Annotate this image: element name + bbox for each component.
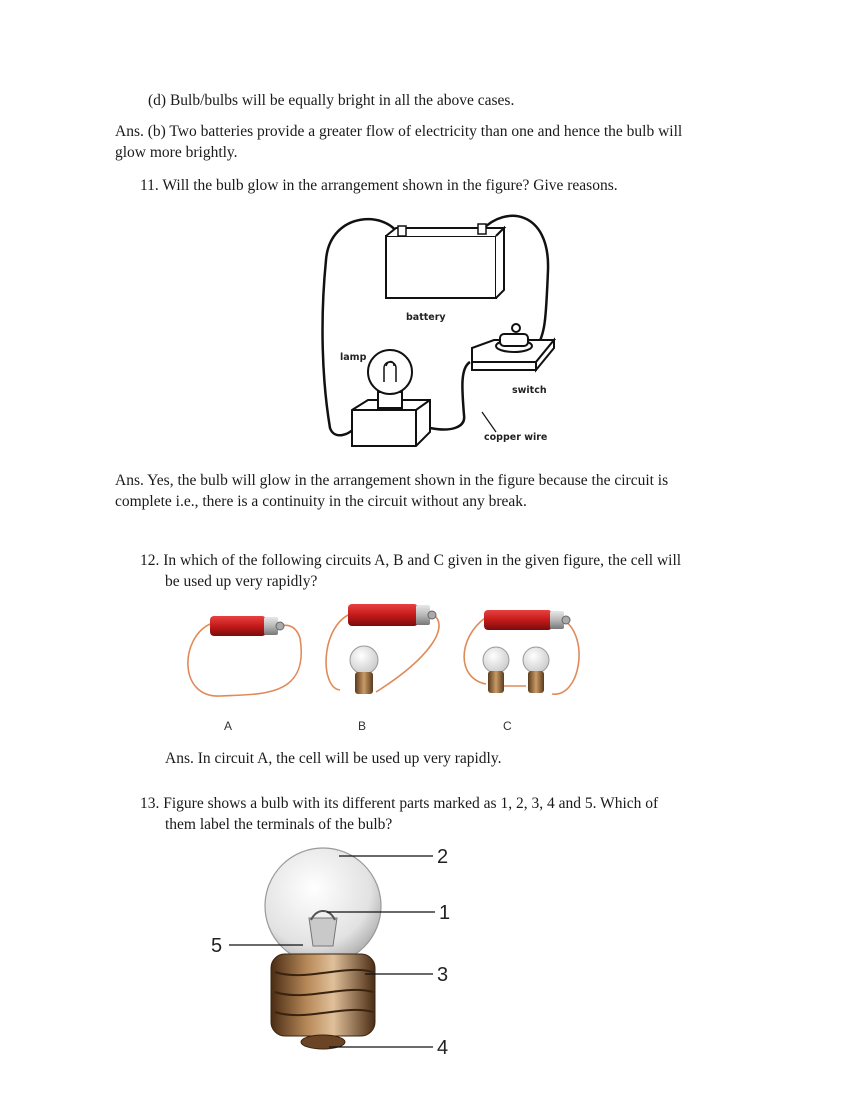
- switch-drawing: [472, 324, 554, 370]
- circuit-a: [188, 616, 301, 696]
- copper-wire-label: copper wire: [484, 432, 548, 443]
- part-label-4: 4: [437, 1037, 449, 1059]
- bulb-drawing: [265, 848, 381, 1049]
- switch-label: switch: [512, 385, 547, 396]
- wire-pointer: [482, 412, 496, 432]
- part-label-5: 5: [211, 935, 223, 957]
- battery-drawing: [386, 224, 504, 298]
- circuit-label-c: C: [503, 719, 512, 733]
- bulb-c-1: [483, 647, 509, 673]
- q10-answer-line-1: Ans. (b) Two batteries provide a greater flow of electricity than one and hence the bulb will: [115, 123, 683, 140]
- lamp-label: lamp: [340, 352, 367, 363]
- q11-answer-line-2: complete i.e., there is a continuity in the circuit without any break.: [115, 493, 527, 510]
- q10-option-d: (d) Bulb/bulbs will be equally bright in all the above cases.: [148, 92, 515, 109]
- bulb-c-2: [523, 647, 549, 673]
- battery-label: battery: [406, 312, 446, 323]
- q11-question: 11. Will the bulb glow in the arrangement shown in the figure? Give reasons.: [140, 177, 618, 194]
- bulb-parts-figure: [205, 838, 470, 1060]
- filament-support: [309, 918, 337, 946]
- glass-bulb: [265, 848, 381, 964]
- part-label-1: 1: [439, 902, 451, 924]
- q12-question-line-1: 12. In which of the following circuits A, B and C given in the given figure, the cell will: [140, 552, 682, 569]
- q11-answer-line-1: Ans. Yes, the bulb will glow in the arrangement shown in the figure because the circuit is: [115, 472, 669, 489]
- q10-answer-line-2: glow more brightly.: [115, 144, 238, 161]
- q12-question-line-2: be used up very rapidly?: [165, 573, 318, 590]
- q12-answer: Ans. In circuit A, the cell will be used up very rapidly.: [165, 750, 502, 767]
- cell-a: [210, 616, 266, 636]
- circuit-b: [326, 604, 439, 694]
- lamp-drawing: [352, 350, 430, 446]
- circuit-c: [464, 610, 579, 694]
- part-label-3: 3: [437, 964, 449, 986]
- cell-b: [348, 604, 418, 626]
- bulb-b: [350, 646, 378, 674]
- circuit-figure: [300, 200, 570, 455]
- circuits-figure: [180, 598, 600, 740]
- q13-question-line-2: them label the terminals of the bulb?: [165, 816, 393, 833]
- cell-c: [484, 610, 552, 630]
- q13-question-line-1: 13. Figure shows a bulb with its different parts marked as 1, 2, 3, 4 and 5. Which of: [140, 795, 659, 812]
- circuit-label-b: B: [358, 719, 367, 733]
- wire-bottom: [430, 362, 470, 429]
- circuit-label-a: A: [224, 719, 233, 733]
- part-label-2: 2: [437, 846, 449, 868]
